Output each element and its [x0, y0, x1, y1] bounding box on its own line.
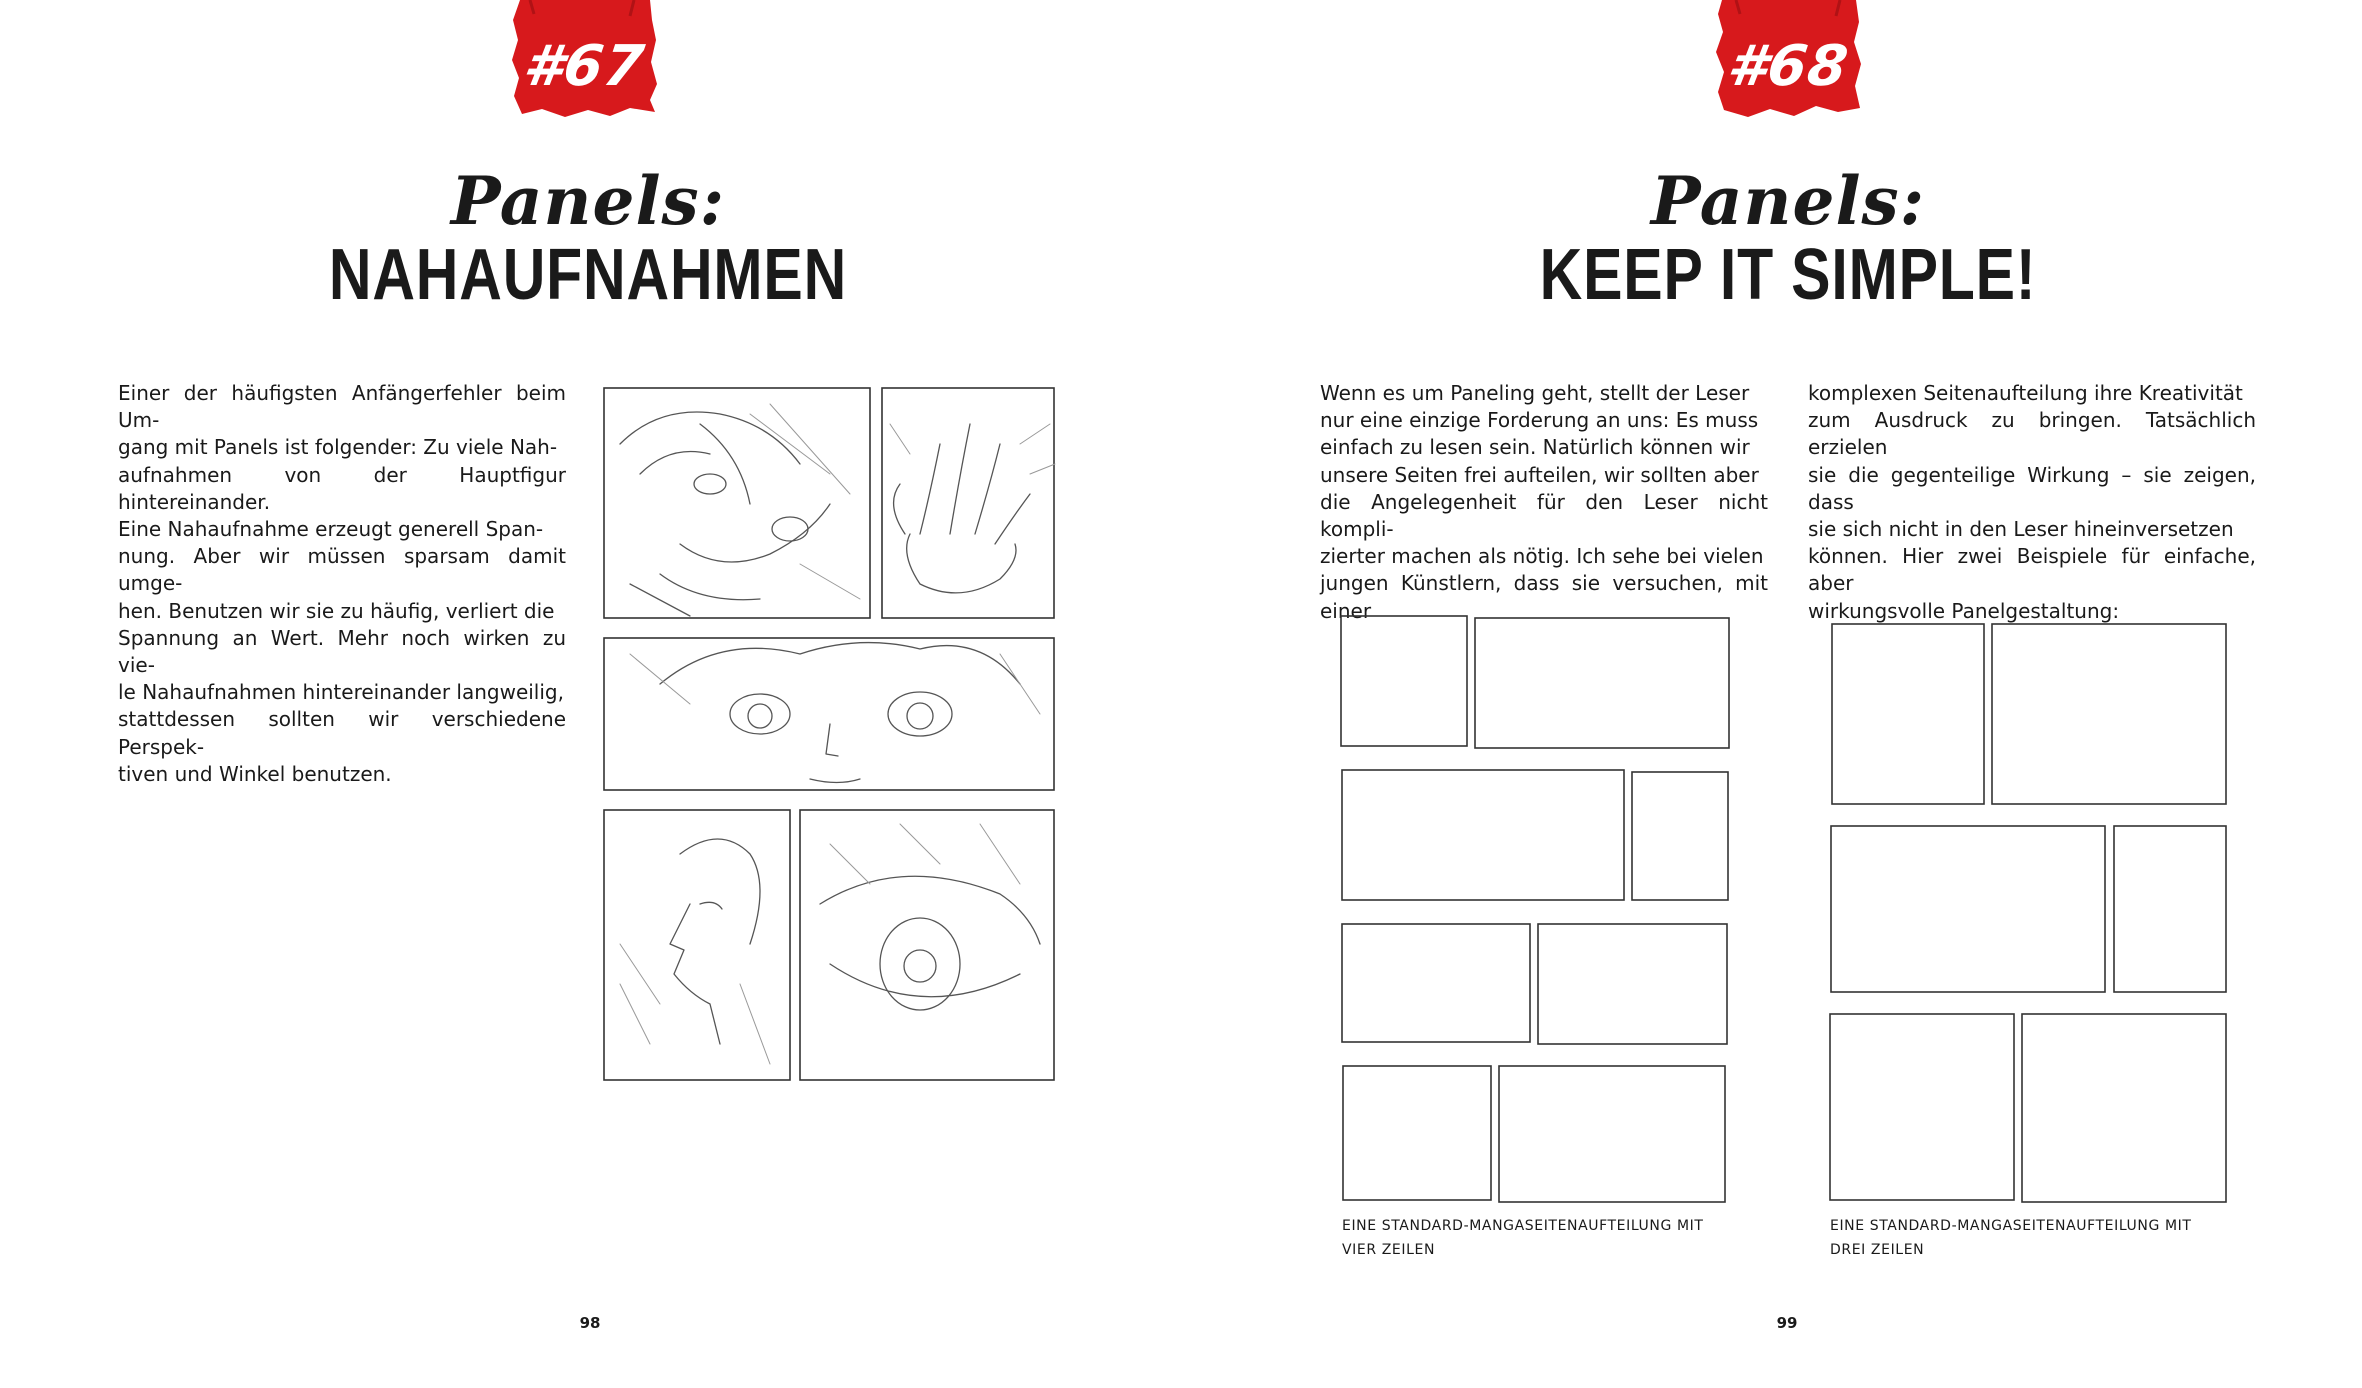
page-number: 99	[1776, 1314, 1798, 1332]
caption-line: EINE STANDARD-MANGASEITENAUFTEILUNG MIT	[1830, 1218, 2192, 1234]
layout-three-rows	[1828, 620, 2234, 1210]
text-line: hen. Benutzen wir sie zu häufig, verliert die	[118, 598, 555, 623]
text-line: nur eine einzige Forderung an uns: Es muss	[1320, 408, 1759, 433]
layout-panel	[1475, 618, 1729, 748]
body-text-col-2	[1808, 380, 2256, 625]
text-line: nung. Aber wir müssen sparsam damit umge-	[118, 544, 566, 596]
caption-line: VIER ZEILEN	[1342, 1242, 1436, 1258]
sketch-panel-face-tilted	[604, 388, 870, 618]
layout-panel	[1342, 924, 1530, 1042]
layout-four-rows	[1339, 612, 1739, 1207]
text-line: zierter machen als nötig. Ich sehe bei vielen	[1320, 544, 1764, 569]
caption-line: DREI ZEILEN	[1830, 1242, 1925, 1258]
closeup-panels-illustration	[600, 384, 1060, 1094]
text-line: tiven und Winkel benutzen.	[118, 761, 392, 786]
sketch-panel-hand	[882, 388, 1055, 618]
text-line: aufnahmen von der Hauptfigur hintereinander.	[118, 462, 566, 514]
text-line: einfach zu lesen sein. Natürlich können wir	[1320, 435, 1750, 460]
layout-panel	[1632, 772, 1728, 900]
body-text	[118, 380, 566, 788]
text-line: können. Hier zwei Beispiele für einfache, aber	[1808, 544, 2256, 596]
layout-panel	[2114, 826, 2226, 992]
layout-panel	[1830, 1014, 2014, 1200]
tip-number: #68	[1723, 34, 1853, 99]
section-title-script: Panels:	[1650, 162, 1926, 240]
layout-panel	[1992, 624, 2226, 804]
text-line: le Nahaufnahmen hintereinander langweilig,	[118, 680, 564, 705]
layout-panel	[1538, 924, 1727, 1044]
body-text-col-1	[1320, 380, 1768, 625]
text-line: gang mit Panels ist folgender: Zu viele Nah-	[118, 435, 558, 460]
text-line: Eine Nahaufnahme erzeugt generell Span-	[118, 517, 544, 542]
section-title-main: NAHAUFNAHMEN	[328, 235, 848, 315]
text-line: unsere Seiten frei aufteilen, wir sollten aber	[1320, 462, 1759, 487]
caption-three-rows	[1830, 1214, 2250, 1262]
text-line: sie sich nicht in den Leser hineinversetzen	[1808, 517, 2234, 542]
tip-number: #67	[519, 34, 649, 99]
tip-badge-68	[1714, 0, 1862, 118]
layout-panel	[1832, 624, 1984, 804]
text-line: Einer der häufigsten Anfängerfehler beim Um-	[118, 381, 566, 433]
text-line: Wenn es um Paneling geht, stellt der Leser	[1320, 381, 1750, 405]
sketch-panel-profile	[604, 810, 790, 1080]
sketch-panel-eyes-wide	[604, 638, 1054, 790]
text-line: jungen Künstlern, dass sie versuchen, mit einer	[1320, 571, 1768, 623]
layout-panel	[1342, 770, 1624, 900]
text-line: zum Ausdruck zu bringen. Tatsächlich erzielen	[1808, 408, 2256, 460]
caption-line: EINE STANDARD-MANGASEITENAUFTEILUNG MIT	[1342, 1218, 1704, 1234]
text-line: komplexen Seitenaufteilung ihre Kreativität	[1808, 381, 2243, 405]
layout-panel	[2022, 1014, 2226, 1202]
layout-panel	[1343, 1066, 1491, 1200]
layout-panel	[1499, 1066, 1725, 1202]
layout-panel	[1831, 826, 2105, 992]
section-title-main: KEEP IT SIMPLE!	[1539, 235, 2037, 315]
layout-panel	[1341, 616, 1467, 746]
text-line: sie die gegenteilige Wirkung – sie zeigen, dass	[1808, 462, 2256, 514]
text-line: stattdessen sollten wir verschiedene Perspek-	[118, 707, 566, 759]
caption-four-rows	[1342, 1214, 1762, 1262]
page-number: 98	[579, 1314, 601, 1332]
section-title-script: Panels:	[450, 162, 726, 240]
text-line: wirkungsvolle Panelgestaltung:	[1808, 598, 2120, 623]
right-page	[1181, 0, 2362, 1388]
sketch-panel-eye-closeup	[800, 810, 1054, 1080]
text-line: die Angelegenheit für den Leser nicht kompli-	[1320, 489, 1768, 542]
tip-badge-67	[510, 0, 658, 118]
text-line: Spannung an Wert. Mehr noch wirken zu vie-	[118, 625, 566, 678]
